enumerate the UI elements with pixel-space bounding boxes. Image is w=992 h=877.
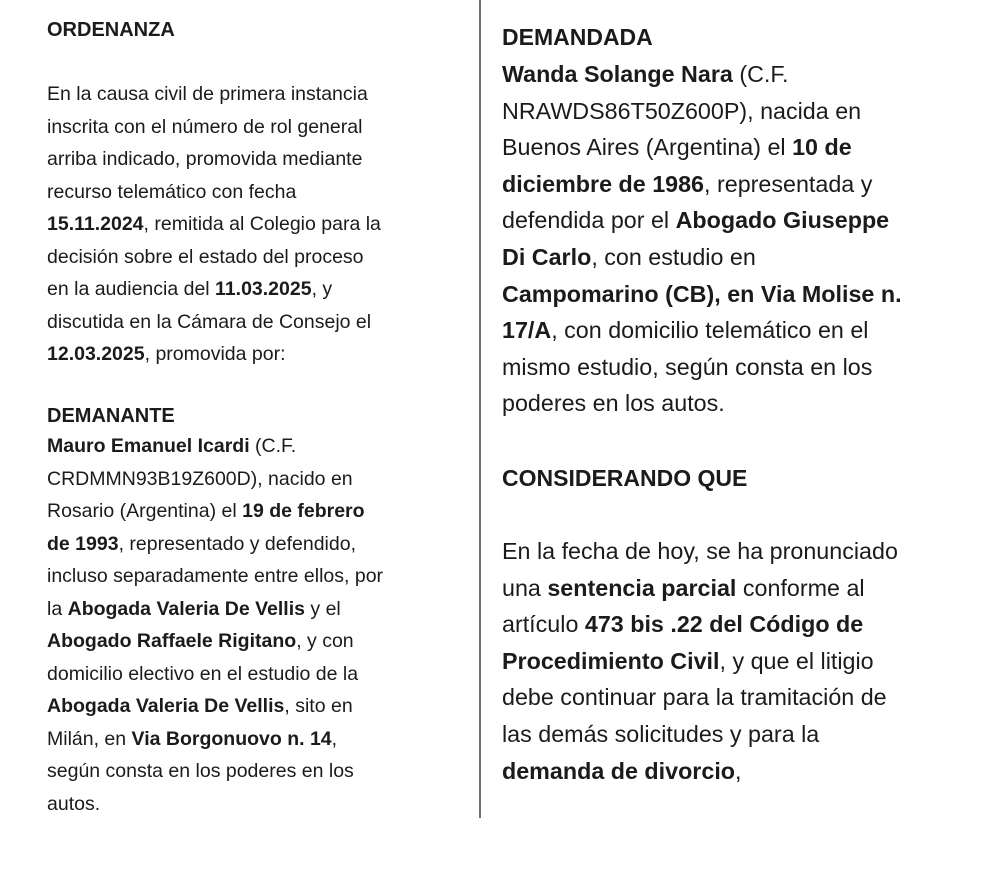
text-line bbox=[47, 111, 462, 144]
text-line bbox=[47, 755, 462, 788]
text-run: y el bbox=[304, 597, 341, 620]
text-line bbox=[502, 570, 982, 607]
text-line bbox=[502, 349, 982, 386]
bold-text-run: 17/A bbox=[502, 317, 552, 344]
text-run: decisión sobre el estado del proceso bbox=[47, 245, 364, 268]
text-run: autos. bbox=[47, 792, 101, 815]
text-run: arriba indicado, promovida mediante bbox=[47, 148, 363, 170]
text-line bbox=[47, 273, 462, 306]
text-line bbox=[47, 560, 462, 593]
paragraph-ordenanza bbox=[47, 78, 462, 371]
heading-demanante: DEMANANTE bbox=[47, 405, 175, 427]
text-line bbox=[47, 625, 462, 658]
text-run: conforme al bbox=[736, 574, 865, 601]
text-run: en la audiencia del bbox=[47, 278, 216, 300]
text-run: , representado y defendido, bbox=[118, 532, 356, 555]
text-line bbox=[47, 241, 462, 274]
text-line bbox=[47, 78, 462, 111]
heading-considerando: CONSIDERANDO QUE bbox=[502, 465, 748, 491]
bold-text-run: Procedimiento Civil bbox=[502, 647, 720, 674]
text-line bbox=[502, 239, 982, 276]
text-line bbox=[47, 176, 462, 209]
text-line bbox=[502, 643, 982, 680]
text-run: una bbox=[502, 574, 548, 601]
bold-text-run: sentencia parcial bbox=[547, 574, 737, 601]
text-line bbox=[47, 143, 462, 176]
text-run: debe continuar para la tramitación de bbox=[502, 684, 887, 711]
text-line bbox=[502, 533, 982, 570]
text-run: la bbox=[47, 597, 68, 620]
text-line bbox=[502, 753, 982, 790]
text-run: , remitida al Colegio para la bbox=[143, 213, 381, 235]
text-run: Buenos Aires (Argentina) el bbox=[502, 134, 793, 161]
text-line bbox=[47, 723, 462, 756]
text-run: , representada y bbox=[704, 170, 873, 197]
text-run: defendida por el bbox=[502, 207, 676, 234]
bold-text-run: Campomarino (CB), en Via Molise n. bbox=[502, 280, 902, 307]
text-line bbox=[502, 679, 982, 716]
heading-ordenanza: ORDENANZA bbox=[47, 19, 175, 41]
bold-text-run: Abogado Giuseppe bbox=[675, 207, 890, 234]
text-run: discutida en la Cámara de Consejo el bbox=[47, 310, 372, 333]
text-run: mismo estudio, según consta en los bbox=[502, 353, 873, 380]
text-run: según consta en los poderes en los bbox=[47, 760, 354, 782]
text-run: (C.F. bbox=[732, 61, 789, 87]
text-line bbox=[47, 306, 462, 339]
text-line bbox=[47, 658, 462, 691]
bold-text-run: demanda de divorcio bbox=[502, 757, 736, 784]
text-run: , con domicilio telemático en el bbox=[551, 317, 869, 344]
text-line bbox=[502, 385, 982, 422]
bold-text-run: Abogada Valeria De Vellis bbox=[67, 597, 305, 620]
bold-text-run: 15.11.2024 bbox=[47, 213, 144, 235]
bold-text-run: Abogado Raffaele Rigitano bbox=[47, 630, 297, 652]
bold-text-run: Abogada Valeria De Vellis bbox=[47, 695, 285, 717]
text-line bbox=[502, 93, 982, 130]
bold-text-run: 10 de bbox=[792, 134, 852, 161]
bold-text-run: 19 de febrero bbox=[242, 500, 365, 522]
text-line bbox=[502, 202, 982, 239]
text-run: En la causa civil de primera instancia bbox=[47, 83, 368, 105]
text-run: incluso separadamente entre ellos, por bbox=[47, 565, 384, 587]
text-line bbox=[502, 606, 982, 643]
text-run: Rosario (Argentina) el bbox=[47, 500, 243, 522]
text-run: las demás solicitudes y para la bbox=[502, 720, 820, 747]
text-line bbox=[47, 528, 462, 561]
text-run: (C.F. bbox=[249, 435, 297, 457]
text-run: CRDMMN93B19Z600D), nacido en bbox=[47, 467, 353, 490]
bold-text-run: diciembre de 1986 bbox=[502, 170, 705, 197]
text-line bbox=[47, 593, 462, 626]
text-line bbox=[47, 495, 462, 528]
text-line bbox=[502, 312, 982, 349]
bold-text-run: 12.03.2025 bbox=[47, 343, 145, 365]
paragraph-demanante bbox=[47, 430, 462, 820]
bold-text-run: Wanda Solange Nara bbox=[502, 61, 733, 87]
text-line bbox=[47, 430, 462, 463]
text-run: NRAWDS86T50Z600P), nacida en bbox=[502, 97, 862, 124]
text-run: inscrita con el número de rol general bbox=[47, 115, 363, 138]
text-run: domicilio electivo en el estudio de la bbox=[47, 662, 359, 685]
text-line bbox=[47, 788, 462, 821]
text-run: , sito en bbox=[284, 695, 353, 717]
column-divider bbox=[479, 0, 481, 818]
text-run: En la fecha de hoy, se ha pronunciado bbox=[502, 538, 898, 564]
text-line bbox=[47, 690, 462, 723]
text-run: , y bbox=[311, 278, 333, 300]
text-line bbox=[502, 716, 982, 753]
text-run: , y que el litigio bbox=[719, 647, 874, 674]
text-run: , promovida por: bbox=[144, 343, 286, 365]
text-line bbox=[47, 463, 462, 496]
bold-text-run: Mauro Emanuel Icardi bbox=[47, 435, 250, 457]
text-line bbox=[502, 56, 982, 93]
text-line bbox=[47, 208, 462, 241]
bold-text-run: Via Borgonuovo n. 14 bbox=[131, 727, 332, 750]
text-run: recurso telemático con fecha bbox=[47, 180, 297, 203]
text-run: , con estudio en bbox=[591, 243, 756, 270]
text-run: artículo bbox=[502, 611, 585, 638]
text-line bbox=[502, 276, 982, 313]
text-run: , bbox=[735, 757, 742, 784]
text-run: , bbox=[331, 727, 338, 750]
heading-demandada: DEMANDADA bbox=[502, 24, 653, 50]
text-run: Milán, en bbox=[47, 727, 132, 750]
paragraph-considerando bbox=[502, 533, 982, 789]
text-line bbox=[47, 338, 462, 371]
text-run: poderes en los autos. bbox=[502, 390, 725, 417]
text-line bbox=[502, 129, 982, 166]
paragraph-demandada bbox=[502, 56, 982, 422]
text-line bbox=[502, 166, 982, 203]
bold-text-run: 11.03.2025 bbox=[215, 278, 312, 300]
bold-text-run: 473 bis .22 del Código de bbox=[584, 611, 864, 638]
bold-text-run: Di Carlo bbox=[502, 243, 592, 270]
text-run: , y con bbox=[296, 630, 354, 652]
bold-text-run: de 1993 bbox=[47, 532, 119, 555]
